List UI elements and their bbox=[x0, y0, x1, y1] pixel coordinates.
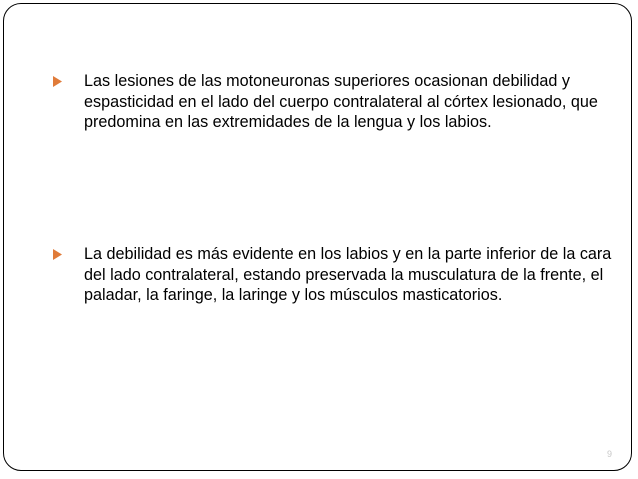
bullet-text: La debilidad es más evidente en los labios y en la parte inferior de la cara del lado contralateral, estando preservada la musculatura de la frente, el paladar, la faringe, la laringe y los músculos masticatorios. bbox=[84, 245, 612, 304]
triangle-bullet-icon bbox=[53, 76, 62, 87]
bullet-item bbox=[66, 244, 614, 306]
page-number: 9 bbox=[606, 449, 612, 459]
slide-frame bbox=[3, 3, 632, 471]
bullet-text: Las lesiones de las motoneuronas superiores ocasionan debilidad y espasticidad en el lado del cuerpo contralateral al córtex lesionado, que predomina en las extremidades de la lengua y los labios. bbox=[84, 72, 598, 131]
triangle-bullet-icon bbox=[53, 249, 62, 260]
bullet-item bbox=[66, 71, 614, 133]
